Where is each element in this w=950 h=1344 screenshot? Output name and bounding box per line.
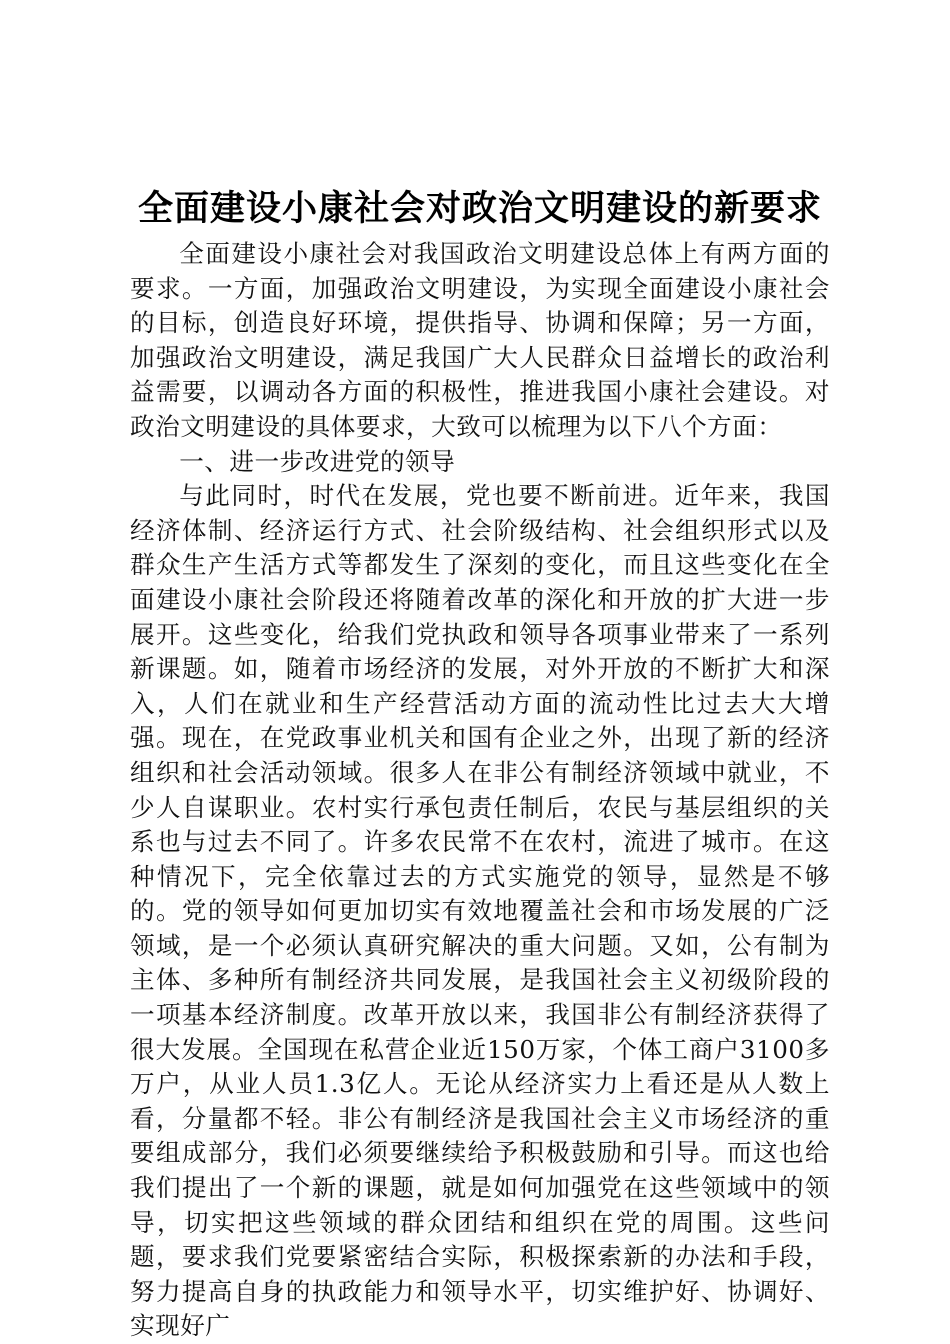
section-heading: 一、进一步改进党的领导	[179, 446, 456, 476]
document-title: 全面建设小康社会对政治文明建设的新要求	[137, 189, 822, 229]
document-body	[130, 237, 830, 1344]
section-paragraph: 与此同时，时代在发展，党也要不断前进。近年来，我国经济体制、经济运行方式、社会阶级结构、社会组织形式以及群众生产生活方式等都发生了深刻的变化，而且这些变化在全面建设小康社会阶段还将随着改革的深化和开放的扩大进一步展开。这些变化，给我们党执政和领导各项事业带来了一系列新课题。如，随着市场经济的发展，对外开放的不断扩大和深入，人们在就业和生产经营活动方面的流动性比过去大大增强。现在，在党政事业机关和国有企业之外，出现了新的经济组织和社会活动领域。很多人在非公有制经济领域中就业，不少人自谋职业。农村实行承包责任制后，农民与基层组织的关系也与过去不同了。许多农民常不在农村，流进了城市。在这种情况下，完全依靠过去的方式实施党的领导，显然是不够的。党的领导如何更加切实有效地覆盖社会和市场发展的广泛领域，是一个必须认真研究解决的重大问题。又如，公有制为主体、多种所有制经济共同发展，是我国社会主义初级阶段的一项基本经济制度。改革开放以来，我国非公有制经济获得了很大发展。全国现在私营企业近150万家，个体工商户3100多万户，从业人员1.3亿人。无论从经济实力上看还是从人数上看，分量都不轻。非公有制经济是我国社会主义市场经济的重要组成部分，我们必须要继续给予积极鼓励和引导。而这也给我们提出了一个新的课题，就是如何加强党在这些领域中的领导，切实把这些领域的群众团结和组织在党的周围。这些问题，要求我们党要紧密结合实际，积极探索新的办法和手段，努力提高自身的执政能力和领导水平，切实维护好、协调好、实现好广	[130, 481, 830, 1341]
intro-paragraph: 全面建设小康社会对我国政治文明建设总体上有两方面的要求。一方面，加强政治文明建设，为实现全面建设小康社会的目标，创造良好环境，提供指导、协调和保障；另一方面，加强政治文明建设，满足我国广大人民群众日益增长的政治利益需要，以调动各方面的积极性，推进我国小康社会建设。对政治文明建设的具体要求，大致可以梳理为以下八个方面：	[130, 239, 830, 441]
